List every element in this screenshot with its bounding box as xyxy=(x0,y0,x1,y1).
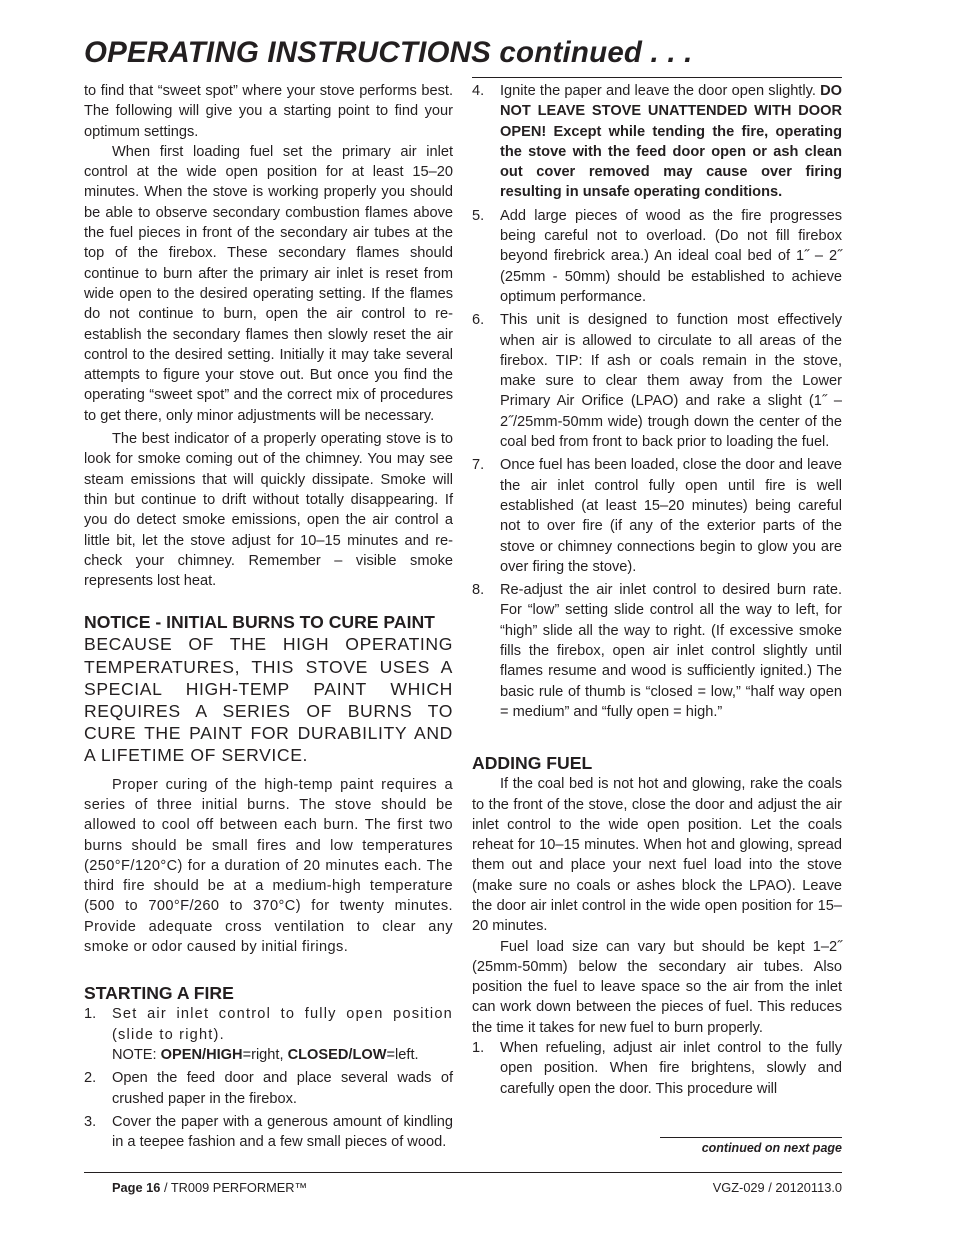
step-number: 1. xyxy=(84,1006,97,1023)
footer-page xyxy=(112,1180,307,1195)
step-number: 2. xyxy=(84,1070,97,1087)
step-number: 5. xyxy=(472,207,485,224)
note-open-high: OPEN/HIGH xyxy=(160,1046,243,1063)
step-text-plain: Ignite the paper and leave the door open slightly. xyxy=(500,83,821,99)
starting-step-7 xyxy=(472,455,842,577)
step-number: 7. xyxy=(472,457,485,474)
footer-rule xyxy=(84,1172,842,1173)
starting-step-8 xyxy=(472,580,842,722)
step-warning: DO NOT LEAVE STOVE UNATTENDED WITH DOOR OPEN! Except while tending the fire, operating the stove with the feed door open or ash clean out cover removed may cause over firing resulting in unsafe operating conditions. xyxy=(500,83,842,201)
note-prefix: NOTE: xyxy=(112,1046,161,1063)
note-end: =left. xyxy=(386,1046,419,1063)
adding-fuel-paragraph-1: If the coal bed is not hot and glowing, rake the coals to the front of the stove, close the door and adjust the air inlet control to the wide open position. Let the coals reheat for 10–15 minutes. When hot and glowing, spread them out and place your next fuel load into the stove (make sure no coals or ashes block the LPAO). Leave the door air inlet control in the wide open position for 15–20 minutes. xyxy=(472,776,842,935)
starting-step-1 xyxy=(84,1004,453,1065)
starting-step-6 xyxy=(472,310,842,452)
step-number: 3. xyxy=(84,1113,97,1130)
continued-rule xyxy=(660,1137,842,1138)
step-text: Re-adjust the air inlet control to desired burn rate. For “low” setting slide control all the way to left, for “high” slide all the way to right. (If excessive smoke fills the firebox, open air inlet control slightly until flames resume and wood is sufficiently ignited.) The basic rule of thumb is “closed = low,” “half way open = medium” and “fully open = high.” xyxy=(500,582,842,720)
note-mid: =right, xyxy=(242,1046,288,1063)
step-text xyxy=(500,81,842,203)
step-number: 4. xyxy=(472,83,485,99)
step-text: Add large pieces of wood as the fire progresses being careful not to overload. (Do not fill firebox beyond firebrick area.) An ideal coal bed of 1˝ – 2˝ (25mm - 50mm) should be established to achieve optimum performance. xyxy=(500,207,842,305)
starting-step-2 xyxy=(84,1068,453,1109)
continued-note: continued on next page xyxy=(701,1141,842,1155)
step-number: 1. xyxy=(472,1040,485,1057)
intro-paragraph: to find that “sweet spot” where your stove performs best. The following will give you a starting point to find your optimum settings. xyxy=(84,83,453,140)
starting-fire-heading: STARTING A FIRE xyxy=(84,983,234,1004)
note-closed-low: CLOSED/LOW xyxy=(287,1046,387,1063)
step-number: 6. xyxy=(472,312,485,329)
page-number: Page 16 xyxy=(112,1180,161,1195)
step-note xyxy=(112,1045,453,1065)
step-text: This unit is designed to function most effectively when air is allowed to circulate to all areas of the firebox. TIP: If ash or coals remain in the stove, make sure to clear them away from the Lower Primary Air Orifice (LPAO) and rake a slight (1˝ – 2˝/25mm-50mm wide) trough down the center of the coal bed from front to back prior to loading the fuel. xyxy=(500,312,842,451)
step-text: When refueling, adjust air inlet control to the fully open position. When fire brightens, slowly and carefully open the door. This procedure will xyxy=(500,1040,842,1097)
starting-step-4 xyxy=(472,81,842,203)
starting-step-3 xyxy=(84,1112,453,1153)
step-text: Cover the paper with a generous amount of kindling in a teepee fashion and a few small pieces of wood. xyxy=(112,1113,453,1151)
right-column xyxy=(472,81,842,1099)
left-column xyxy=(84,81,453,1152)
curing-paragraph: Proper curing of the high-temp paint requires a series of three initial burns. The stove should be allowed to cool off between each burn. The first two burns should be small fires and low temperatures (250°F/120°C) for a duration of 20 minutes each. The third fire should be at a medium-high temperature (500 to 700°F/260 to 370°C) for twenty minutes. Provide adequate cross ventilation to clear any smoke or odor caused by initial firings. xyxy=(84,776,453,956)
header-rule xyxy=(472,77,842,78)
smoke-indicator-paragraph: The best indicator of a properly operating stove is to look for smoke coming out of the chimney. You may see steam emissions that will quickly dissipate. Smoke will thin but continue to drift without totally disappearing. If you do detect smoke emissions, open the air control a little bit, let the stove adjust for 10–15 minutes and re-check your chimney. Remember – visible smoke represents lost heat. xyxy=(84,431,453,590)
adding-fuel-heading: ADDING FUEL xyxy=(472,753,593,774)
adding-fuel-step-1 xyxy=(472,1038,842,1099)
step-number: 8. xyxy=(472,582,485,599)
step-text: Set air inlet control to fully open position (slide to right). xyxy=(112,1006,453,1043)
footer-doc-code: VGZ-029 / 20120113.0 xyxy=(712,1180,842,1195)
page-title: OPERATING INSTRUCTIONS continued . . . xyxy=(84,36,693,69)
step-text: Once fuel has been loaded, close the door and leave the air inlet control fully open until fire is well established (at least 15–20 minutes) being careful not to over fire (if any of the exterior parts of the stove or chimney connections begin to glow you are over firing the stove). xyxy=(500,457,842,575)
step-text: Open the feed door and place several wads of crushed paper in the firebox. xyxy=(112,1070,453,1107)
product-name: / TR009 PERFORMER™ xyxy=(160,1180,308,1195)
adding-fuel-paragraph-2: Fuel load size can vary but should be kept 1–2˝ (25mm-50mm) below the secondary air tubes. Also position the fuel to leave space so the air from the inlet can work down between the pieces of fuel. This reduces the time it takes for new fuel to burn properly. xyxy=(472,938,842,1036)
notice-body: BECAUSE OF THE HIGH OPERATING TEMPERATURES, THIS STOVE USES A SPECIAL HIGH-TEMP PAINT WHICH REQUIRES A SERIES OF BURNS TO CURE THE PAINT FOR DURABILITY AND A LIFETIME OF SERVICE. xyxy=(84,634,453,766)
notice-heading: NOTICE - INITIAL BURNS TO CURE PAINT xyxy=(84,612,435,633)
starting-step-5 xyxy=(472,206,842,307)
settings-paragraph: When first loading fuel set the primary air inlet control at the wide open position for at least 15–20 minutes. When the stove is working properly you should be able to observe secondary combustion flames above the fuel pieces in front of the secondary air tubes at the top of the firebox. These secondary flames should continue to burn after the primary air inlet is reset from wide open to the desired operating setting. If the flames do not continue to burn, open the air control to re-establish the secondary flames then slowly reset the air control to the desired setting. Initially it may take several attempts to figure your stove out. But once you find the operating “sweet spot” and the correct mix of procedures to get there, only minor adjustments will be necessary. xyxy=(84,143,453,424)
